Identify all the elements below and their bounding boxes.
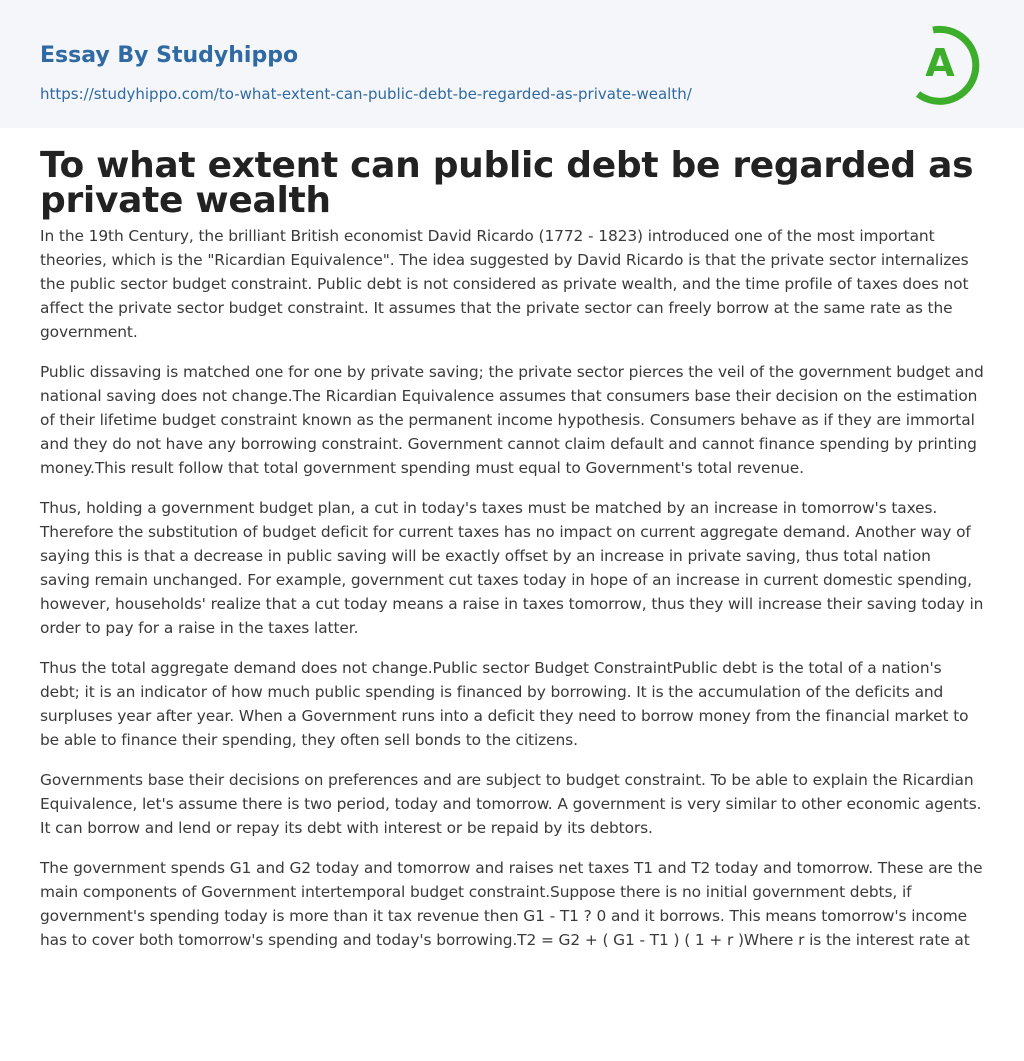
brand-title[interactable]: Essay By Studyhippo bbox=[40, 43, 299, 68]
article-paragraph: The government spends G1 and G2 today and tomorrow and raises net taxes T1 and T2 today and tomorrow. These are the main components of Government intertemporal budget constraint.Suppose there is no initial government debts, if government's spending today is more than it tax revenue then G1 - T1 ? 0 and it borrows. This means tomorrow's income has to cover both tomorrow's spending and today's borrowing.T2 = G2 + ( G1 - T1 ) ( 1 + r )Where r is the interest rate at bbox=[40, 859, 983, 949]
site-header bbox=[0, 0, 1024, 128]
article-paragraph: In the 19th Century, the brilliant British economist David Ricardo (1772 - 1823) introduced one of the most important theories, which is the "Ricardian Equivalence". The idea suggested by David Ricardo is that the private sector internalizes the public sector budget constraint. Public debt is not considered as private wealth, and the time profile of taxes does not affect the private sector budget constraint. It assumes that the private sector can freely borrow at the same rate as the government. bbox=[40, 227, 969, 341]
article-paragraph: Thus, holding a government budget plan, a cut in today's taxes must be matched by an increase in tomorrow's taxes. Therefore the substitution of budget deficit for current taxes has no impact on current aggregate demand. Another way of saying this is that a decrease in public saving will be exactly offset by an increase in private saving, thus total nation saving remain unchanged. For example, government cut taxes today in hope of an increase in current domestic spending, however, households' realize that a cut today means a raise in taxes tomorrow, thus they will increase their saving today in order to pay for a raise in the taxes latter. bbox=[40, 499, 984, 637]
article-paragraph: Thus the total aggregate demand does not change.Public sector Budget ConstraintPublic debt is the total of a nation's debt; it is an indicator of how much public spending is financed by borrowing. It is the accumulation of the deficits and surpluses year after year. When a Government runs into a deficit they need to borrow money from the financial market to be able to finance their spending, they often sell bonds to the citizens. bbox=[40, 659, 969, 749]
logo-letter: A bbox=[925, 41, 955, 85]
studyhippo-logo-icon[interactable] bbox=[912, 18, 986, 106]
article-title: To what extent can public debt be regarded as private wealth bbox=[40, 145, 974, 221]
essay-url-link[interactable]: https://studyhippo.com/to-what-extent-can-public-debt-be-regarded-as-private-wealth/ bbox=[40, 85, 692, 103]
article-paragraph: Public dissaving is matched one for one by private saving; the private sector pierces the veil of the government budget and national saving does not change.The Ricardian Equivalence assumes that consumers base their decision on the estimation of their lifetime budget constraint known as the permanent income hypothesis. Consumers behave as if they are immortal and they do not have any borrowing constraint. Government cannot claim default and cannot finance spending by printing money.This result follow that total government spending must equal to Government's total revenue. bbox=[40, 363, 984, 477]
article-paragraph: Governments base their decisions on preferences and are subject to budget constraint. To be able to explain the Ricardian Equivalence, let's assume there is two period, today and tomorrow. A government is very similar to other economic agents. It can borrow and lend or repay its debt with interest or be repaid by its debtors. bbox=[40, 771, 982, 837]
article-content bbox=[0, 145, 1024, 952]
